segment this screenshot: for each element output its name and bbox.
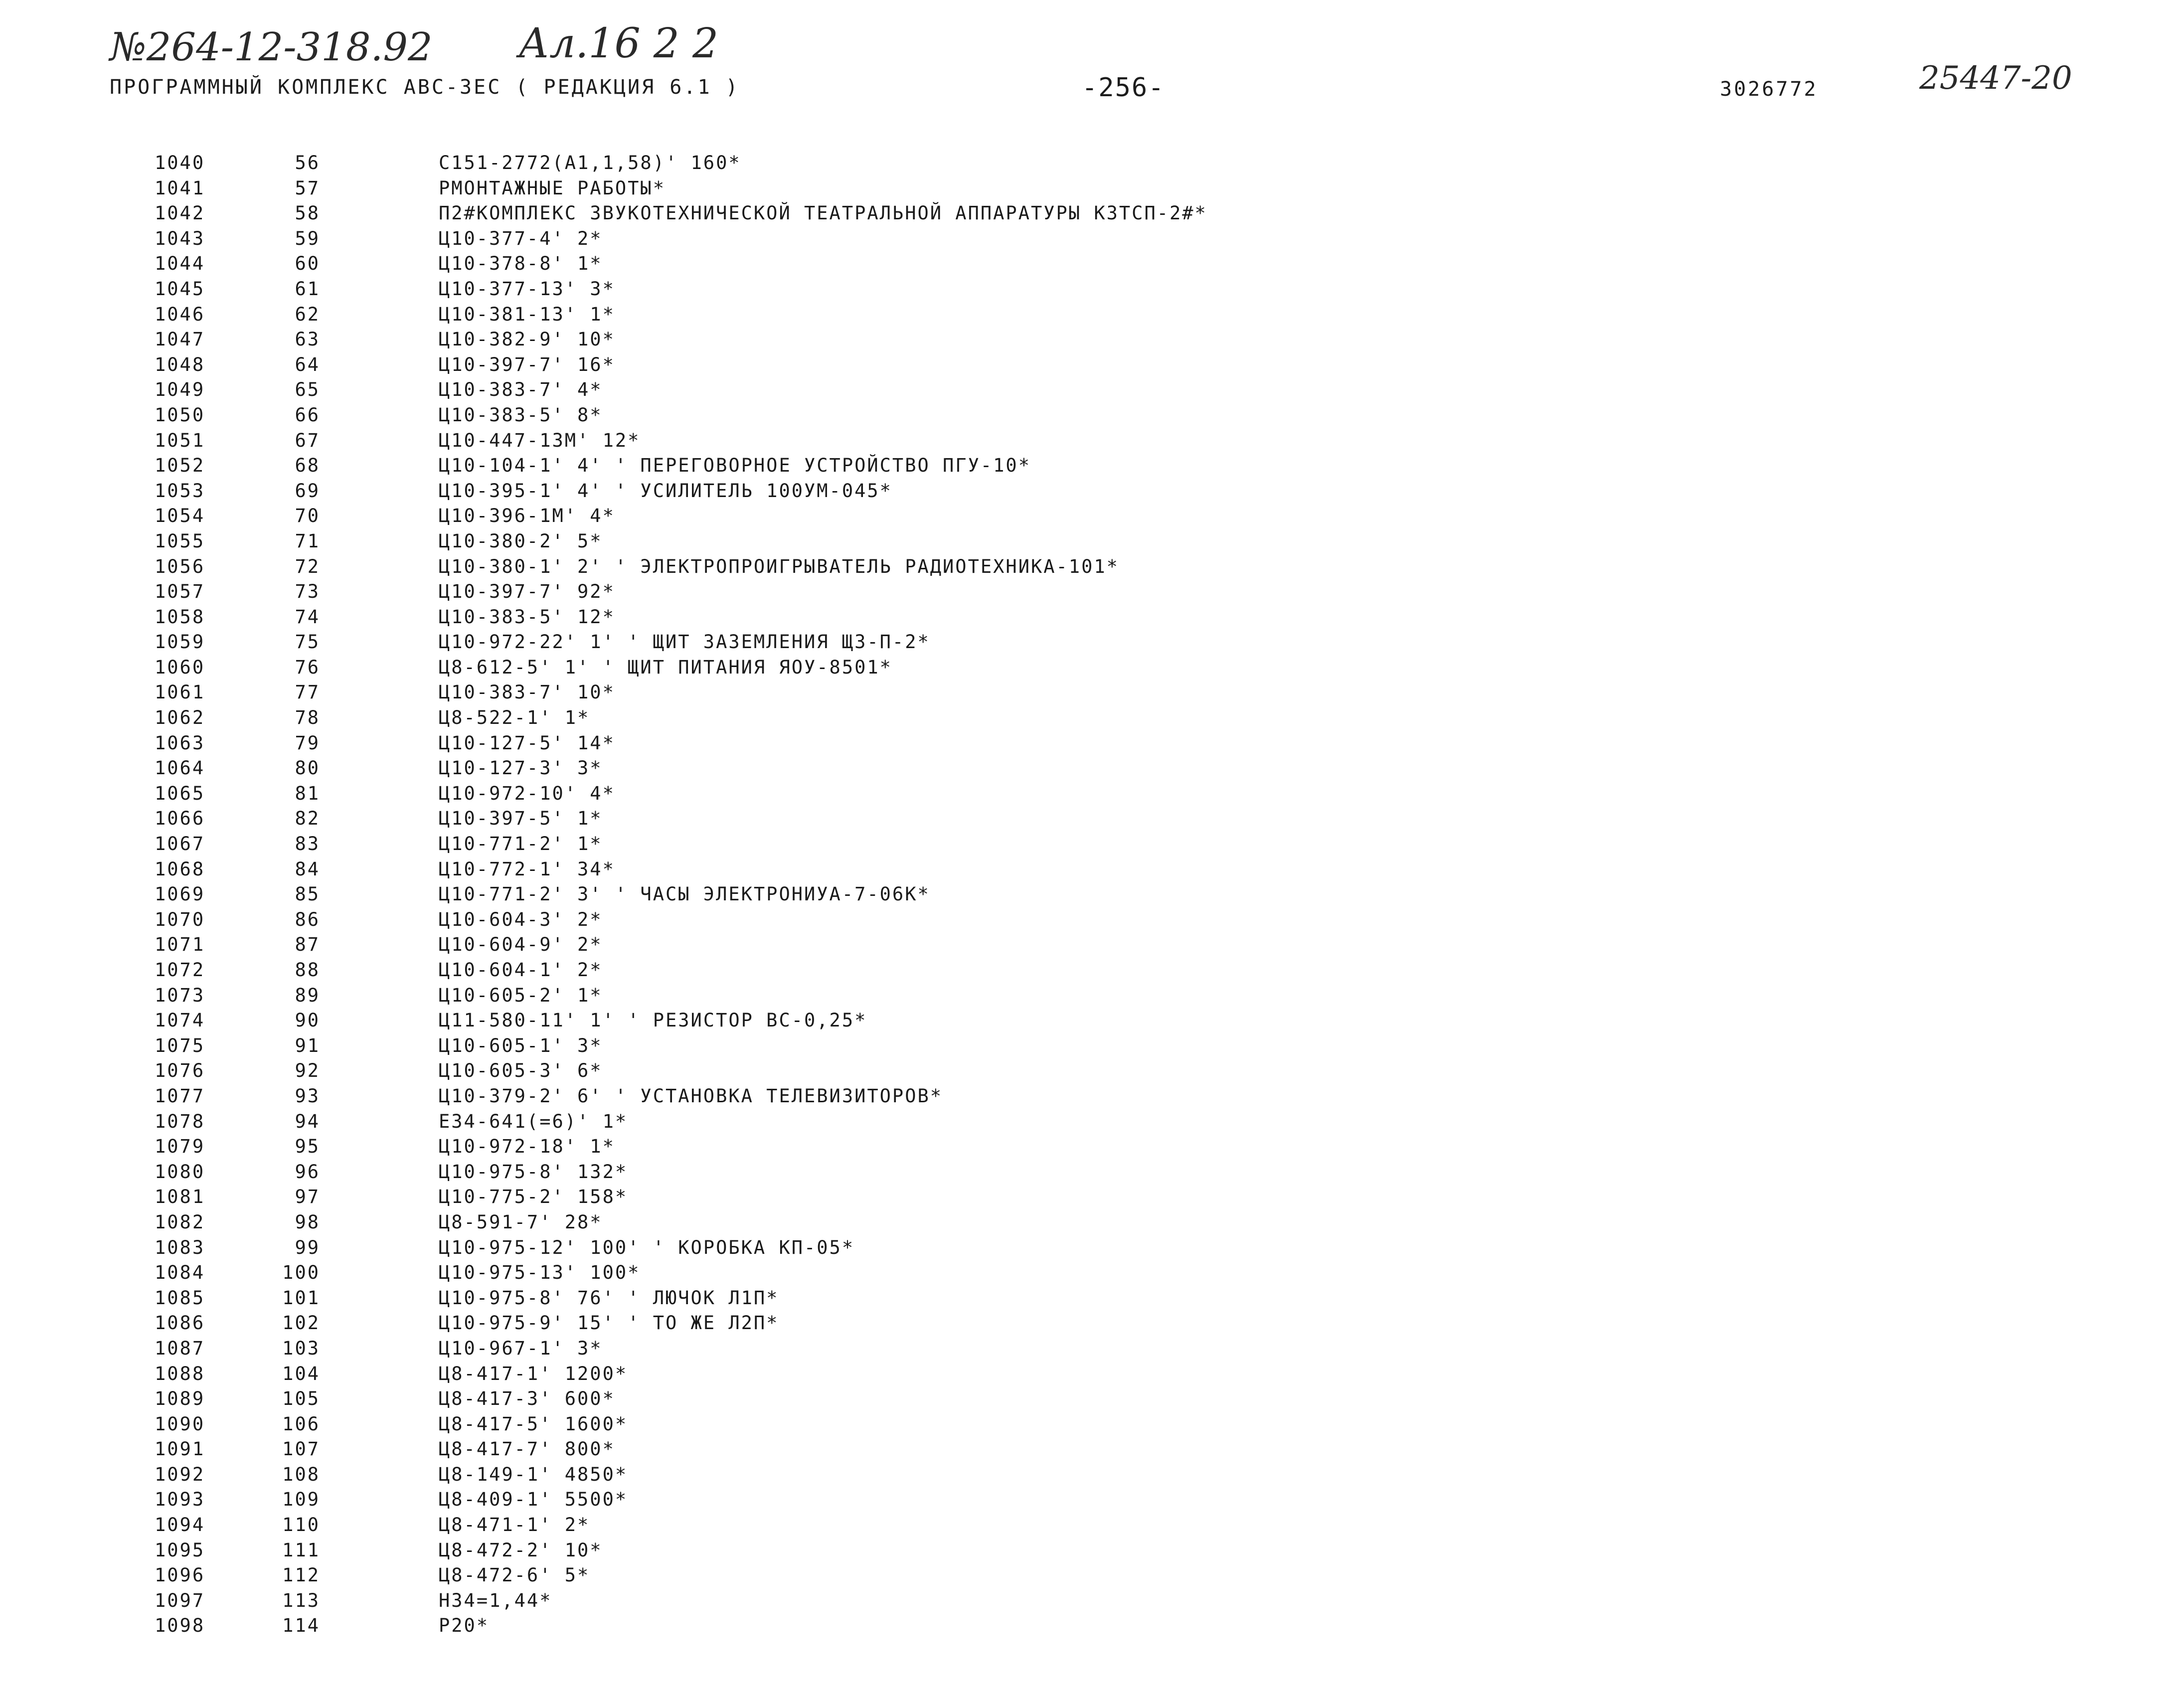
line-number: 1076 (155, 1060, 205, 1082)
sequence-number: 90 (295, 1010, 320, 1031)
sequence-number: 91 (295, 1034, 320, 1056)
entry-text: Ц8-417-5' 1600* (439, 1413, 628, 1435)
sequence-number: 103 (282, 1337, 320, 1359)
listing-row (0, 579, 2179, 605)
line-number: 1061 (155, 682, 205, 703)
line-number: 1086 (155, 1312, 205, 1334)
listing-row (0, 302, 2179, 328)
entry-text: Ц10-383-7' 4* (439, 379, 603, 401)
line-number: 1058 (155, 606, 205, 628)
listing-row (0, 731, 2179, 756)
listing-row (0, 1538, 2179, 1563)
sequence-number: 77 (295, 682, 320, 703)
line-number: 1048 (155, 353, 205, 375)
sequence-number: 78 (295, 707, 320, 729)
listing-row (0, 1033, 2179, 1059)
listing-row (0, 1513, 2179, 1538)
entry-text: Ц10-975-12' 100' ' КОРОБКА КП-05* (439, 1236, 855, 1258)
entry-text: Ц10-975-8' 76' ' ЛЮЧОК Л1П* (439, 1287, 779, 1309)
entry-text: Ц10-775-2' 158* (439, 1186, 628, 1208)
entry-text: Ц10-383-5' 12* (439, 606, 615, 628)
entry-text: Ц10-380-2' 5* (439, 530, 603, 552)
line-number: 1044 (155, 253, 205, 275)
listing-row (0, 1160, 2179, 1185)
entry-text: Е34-641(=6)' 1* (439, 1110, 628, 1132)
entry-text: Ц10-383-5' 8* (439, 404, 603, 426)
line-number: 1066 (155, 808, 205, 830)
line-number: 1075 (155, 1034, 205, 1056)
sequence-number: 69 (295, 480, 320, 502)
line-number: 1072 (155, 959, 205, 981)
entry-text: Ц10-975-9' 15' ' ТО ЖЕ Л2П* (439, 1312, 779, 1334)
entry-text: Ц10-604-3' 2* (439, 908, 603, 930)
sequence-number: 111 (282, 1539, 320, 1561)
entry-text: Ц10-972-18' 1* (439, 1136, 615, 1158)
sequence-number: 88 (295, 959, 320, 981)
listing-row (0, 1487, 2179, 1513)
listing-row (0, 352, 2179, 378)
sequence-number: 94 (295, 1110, 320, 1132)
listing-row (0, 1563, 2179, 1588)
line-number: 1054 (155, 505, 205, 527)
sequence-number: 81 (295, 782, 320, 804)
entry-text: П2#КОМПЛЕКС ЗВУКОТЕХНИЧЕСКОЙ ТЕАТРАЛЬНОЙ АППАРАТУРЫ КЗТСП-2#* (439, 202, 1207, 224)
entry-text: Ц10-395-1' 4' ' УСИЛИТЕЛЬ 100УМ-045* (439, 480, 892, 502)
sequence-number: 107 (282, 1438, 320, 1460)
listing-row (0, 251, 2179, 277)
listing-row (0, 1058, 2179, 1084)
listing-row (0, 428, 2179, 454)
entry-text: Р20* (439, 1615, 490, 1637)
listing-row (0, 327, 2179, 352)
sequence-number: 72 (295, 555, 320, 577)
entry-text: Ц10-972-22' 1' ' ЩИТ ЗАЗЕМЛЕНИЯ ЩЗ-П-2* (439, 631, 930, 653)
sequence-number: 83 (295, 833, 320, 855)
entry-text: Ц10-382-9' 10* (439, 329, 615, 350)
listing-row (0, 983, 2179, 1009)
line-number: 1043 (155, 227, 205, 249)
listing-table (0, 151, 2179, 1639)
sequence-number: 57 (295, 177, 320, 199)
sequence-number: 58 (295, 202, 320, 224)
entry-text: Ц10-381-13' 1* (439, 303, 615, 325)
line-number: 1091 (155, 1438, 205, 1460)
entry-text: Ц10-772-1' 34* (439, 858, 615, 880)
listing-row (0, 857, 2179, 882)
listing-row (0, 932, 2179, 958)
line-number: 1070 (155, 908, 205, 930)
sequence-number: 92 (295, 1060, 320, 1082)
line-number: 1087 (155, 1337, 205, 1359)
sequence-number: 73 (295, 581, 320, 603)
entry-text: Ц8-417-3' 600* (439, 1388, 615, 1410)
line-number: 1056 (155, 555, 205, 577)
sequence-number: 112 (282, 1564, 320, 1586)
listing-row (0, 1386, 2179, 1412)
handwritten-code: 25447-20 (1919, 60, 2072, 97)
listing-row (0, 1311, 2179, 1336)
listing-row (0, 1235, 2179, 1261)
listing-row (0, 1362, 2179, 1387)
line-number: 1053 (155, 480, 205, 502)
sequence-number: 113 (282, 1589, 320, 1611)
sequence-number: 105 (282, 1388, 320, 1410)
sequence-number: 98 (295, 1211, 320, 1233)
listing-row (0, 151, 2179, 176)
listing-row (0, 504, 2179, 529)
line-number: 1095 (155, 1539, 205, 1561)
entry-text: Ц10-972-10' 4* (439, 782, 615, 804)
line-number: 1062 (155, 707, 205, 729)
listing-row (0, 479, 2179, 504)
page-number: -256- (1082, 73, 1165, 103)
listing-row (0, 1134, 2179, 1160)
sequence-number: 82 (295, 808, 320, 830)
entry-text: Ц10-447-13М' 12* (439, 429, 641, 451)
line-number: 1078 (155, 1110, 205, 1132)
sequence-number: 75 (295, 631, 320, 653)
sequence-number: 70 (295, 505, 320, 527)
listing-row (0, 958, 2179, 983)
line-number: 1040 (155, 152, 205, 173)
listing-row (0, 1008, 2179, 1033)
line-number: 1069 (155, 883, 205, 905)
line-number: 1068 (155, 858, 205, 880)
sequence-number: 56 (295, 152, 320, 173)
sequence-number: 87 (295, 934, 320, 956)
sequence-number: 79 (295, 732, 320, 754)
line-number: 1046 (155, 303, 205, 325)
entry-text: РМОНТАЖНЫЕ РАБОТЫ* (439, 177, 666, 199)
sequence-number: 62 (295, 303, 320, 325)
line-number: 1088 (155, 1363, 205, 1384)
listing-row (0, 882, 2179, 907)
entry-text: Ц10-380-1' 2' ' ЭЛЕКТРОПРОИГРЫВАТЕЛЬ РАДИОТЕХНИКА-101* (439, 555, 1119, 577)
entry-text: Ц10-605-1' 3* (439, 1034, 603, 1056)
entry-text: Ц8-522-1' 1* (439, 707, 590, 729)
entry-text: Ц8-409-1' 5500* (439, 1489, 628, 1511)
handwritten-document-number: №264-12-318.92 (110, 25, 433, 70)
entry-text: Ц10-605-3' 6* (439, 1060, 603, 1082)
entry-text: Ц8-472-6' 5* (439, 1564, 590, 1586)
line-number: 1057 (155, 581, 205, 603)
listing-row (0, 1185, 2179, 1210)
entry-text: Ц10-396-1М' 4* (439, 505, 615, 527)
entry-text: Ц10-975-13' 100* (439, 1262, 641, 1284)
line-number: 1049 (155, 379, 205, 401)
line-number: 1079 (155, 1136, 205, 1158)
sequence-number: 96 (295, 1161, 320, 1183)
entry-text: Ц10-397-7' 16* (439, 353, 615, 375)
sequence-number: 71 (295, 530, 320, 552)
entry-text: Ц8-417-7' 800* (439, 1438, 615, 1460)
listing-row (0, 907, 2179, 933)
entry-text: Ц8-612-5' 1' ' ЩИТ ПИТАНИЯ ЯОУ-8501* (439, 656, 892, 678)
listing-row (0, 832, 2179, 857)
sequence-number: 80 (295, 757, 320, 779)
entry-text: Ц10-397-7' 92* (439, 581, 615, 603)
line-number: 1067 (155, 833, 205, 855)
listing-row (0, 1336, 2179, 1362)
entry-text: Ц10-605-2' 1* (439, 984, 603, 1006)
line-number: 1051 (155, 429, 205, 451)
line-number: 1081 (155, 1186, 205, 1208)
document-code: 3026772 (1720, 78, 1818, 101)
listing-row (0, 453, 2179, 479)
listing-row (0, 1286, 2179, 1311)
line-number: 1080 (155, 1161, 205, 1183)
listing-row (0, 705, 2179, 731)
listing-row (0, 403, 2179, 428)
line-number: 1073 (155, 984, 205, 1006)
listing-row (0, 1462, 2179, 1488)
entry-text: Ц10-377-13' 3* (439, 278, 615, 300)
line-number: 1093 (155, 1489, 205, 1511)
listing-row (0, 756, 2179, 781)
line-number: 1063 (155, 732, 205, 754)
sequence-number: 76 (295, 656, 320, 678)
handwritten-sheet-reference: Ал.16 2 2 (518, 20, 719, 67)
sequence-number: 93 (295, 1085, 320, 1107)
entry-text: Ц10-604-1' 2* (439, 959, 603, 981)
sequence-number: 59 (295, 227, 320, 249)
entry-text: Ц8-471-1' 2* (439, 1514, 590, 1536)
entry-text: Ц8-591-7' 28* (439, 1211, 603, 1233)
sequence-number: 104 (282, 1363, 320, 1384)
line-number: 1060 (155, 656, 205, 678)
entry-text: Ц10-127-5' 14* (439, 732, 615, 754)
line-number: 1083 (155, 1236, 205, 1258)
line-number: 1045 (155, 278, 205, 300)
listing-row (0, 277, 2179, 302)
line-number: 1055 (155, 530, 205, 552)
line-number: 1089 (155, 1388, 205, 1410)
listing-row (0, 1437, 2179, 1462)
listing-row (0, 680, 2179, 705)
line-number: 1094 (155, 1514, 205, 1536)
listing-row (0, 377, 2179, 403)
listing-row (0, 1588, 2179, 1614)
listing-row (0, 806, 2179, 832)
entry-text: Ц8-149-1' 4850* (439, 1463, 628, 1485)
listing-row (0, 226, 2179, 252)
listing-row (0, 554, 2179, 580)
sequence-number: 61 (295, 278, 320, 300)
line-number: 1077 (155, 1085, 205, 1107)
sequence-number: 64 (295, 353, 320, 375)
sequence-number: 102 (282, 1312, 320, 1334)
line-number: 1052 (155, 455, 205, 477)
listing-row (0, 176, 2179, 201)
line-number: 1085 (155, 1287, 205, 1309)
sequence-number: 85 (295, 883, 320, 905)
sequence-number: 99 (295, 1236, 320, 1258)
listing-row (0, 630, 2179, 655)
sequence-number: 67 (295, 429, 320, 451)
sequence-number: 63 (295, 329, 320, 350)
entry-text: Ц10-383-7' 10* (439, 682, 615, 703)
line-number: 1096 (155, 1564, 205, 1586)
line-number: 1064 (155, 757, 205, 779)
entry-text: Ц10-377-4' 2* (439, 227, 603, 249)
entry-text: Ц10-127-3' 3* (439, 757, 603, 779)
sequence-number: 101 (282, 1287, 320, 1309)
entry-text: Ц10-397-5' 1* (439, 808, 603, 830)
sequence-number: 84 (295, 858, 320, 880)
listing-row (0, 1084, 2179, 1109)
listing-row (0, 781, 2179, 807)
entry-text: Н34=1,44* (439, 1589, 552, 1611)
sequence-number: 86 (295, 908, 320, 930)
line-number: 1041 (155, 177, 205, 199)
listing-row (0, 201, 2179, 226)
sequence-number: 114 (282, 1615, 320, 1637)
listing-row (0, 655, 2179, 681)
sequence-number: 106 (282, 1413, 320, 1435)
line-number: 1098 (155, 1615, 205, 1637)
entry-text: Ц10-378-8' 1* (439, 253, 603, 275)
listing-row (0, 1412, 2179, 1437)
entry-text: Ц8-417-1' 1200* (439, 1363, 628, 1384)
entry-text: С151-2772(А1,1,58)' 160* (439, 152, 741, 173)
listing-row (0, 1109, 2179, 1135)
line-number: 1071 (155, 934, 205, 956)
listing-row (0, 1613, 2179, 1639)
sequence-number: 110 (282, 1514, 320, 1536)
sequence-number: 109 (282, 1489, 320, 1511)
line-number: 1082 (155, 1211, 205, 1233)
listing-row (0, 1260, 2179, 1286)
entry-text: Ц10-771-2' 1* (439, 833, 603, 855)
line-number: 1097 (155, 1589, 205, 1611)
entry-text: Ц10-104-1' 4' ' ПЕРЕГОВОРНОЕ УСТРОЙСТВО ПГУ-10* (439, 455, 1031, 477)
entry-text: Ц10-975-8' 132* (439, 1161, 628, 1183)
sequence-number: 97 (295, 1186, 320, 1208)
sequence-number: 68 (295, 455, 320, 477)
line-number: 1092 (155, 1463, 205, 1485)
entry-text: Ц10-771-2' 3' ' ЧАСЫ ЭЛЕКТРОНИУА-7-06К* (439, 883, 930, 905)
entry-text: Ц11-580-11' 1' ' РЕЗИСТОР ВС-0,25* (439, 1010, 867, 1031)
listing-row (0, 529, 2179, 554)
entry-text: Ц8-472-2' 10* (439, 1539, 603, 1561)
listing-row (0, 1210, 2179, 1235)
entry-text: Ц10-379-2' 6' ' УСТАНОВКА ТЕЛЕВИЗИТОРОВ* (439, 1085, 943, 1107)
sequence-number: 100 (282, 1262, 320, 1284)
entry-text: Ц10-604-9' 2* (439, 934, 603, 956)
listing-row (0, 605, 2179, 630)
line-number: 1090 (155, 1413, 205, 1435)
line-number: 1042 (155, 202, 205, 224)
sequence-number: 66 (295, 404, 320, 426)
line-number: 1059 (155, 631, 205, 653)
sequence-number: 108 (282, 1463, 320, 1485)
sequence-number: 89 (295, 984, 320, 1006)
line-number: 1074 (155, 1010, 205, 1031)
line-number: 1050 (155, 404, 205, 426)
entry-text: Ц10-967-1' 3* (439, 1337, 603, 1359)
sequence-number: 65 (295, 379, 320, 401)
program-title: ПРОГРАММНЫЙ КОМПЛЕКС АВС-ЗЕС ( РЕДАКЦИЯ 6.1 ) (110, 76, 740, 99)
sequence-number: 60 (295, 253, 320, 275)
line-number: 1047 (155, 329, 205, 350)
line-number: 1065 (155, 782, 205, 804)
sequence-number: 95 (295, 1136, 320, 1158)
sequence-number: 74 (295, 606, 320, 628)
line-number: 1084 (155, 1262, 205, 1284)
